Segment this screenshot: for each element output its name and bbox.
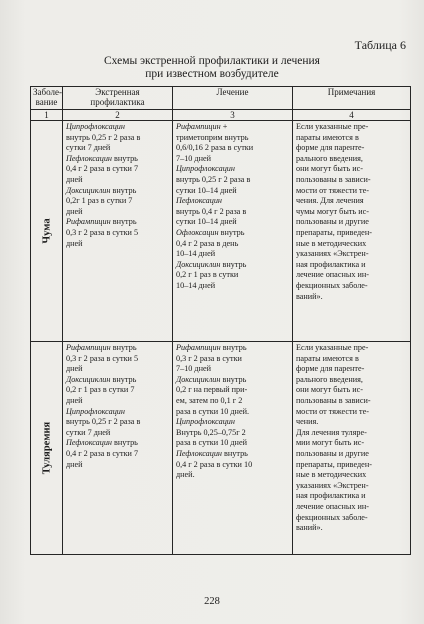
scheme-line: сутки 7 дней: [66, 143, 111, 153]
header-row: [31, 87, 411, 110]
scheme-line: дней: [66, 206, 83, 216]
page-number: 228: [204, 596, 220, 607]
scheme-line: 0,4 г 2 раза в сутки 10: [176, 459, 253, 469]
treatment-table: [30, 86, 411, 555]
note-line: они могут быть ис-: [296, 164, 364, 174]
note-line: чения.: [296, 417, 319, 427]
scheme-line: [176, 164, 289, 175]
disease-name: Туляремия: [41, 421, 52, 475]
notes-cell: [293, 121, 411, 342]
note-line: препараты, приведен-: [296, 459, 372, 469]
treatment-cell: [173, 342, 293, 555]
note-line: фекционных заболе-: [296, 280, 368, 290]
scheme-line: внутрь 0,4 г 2 раза в: [176, 206, 247, 216]
note-line: лечение опасных ин-: [296, 270, 369, 280]
disease-cell: [31, 342, 63, 555]
scheme-line: сутки 7 дней: [66, 427, 111, 437]
drug-name: Ципрофлоксацин: [66, 406, 125, 416]
prophylaxis-cell: [63, 121, 173, 342]
table-row: [31, 121, 411, 342]
header-notes: Примечания: [293, 87, 411, 110]
note-line: пользованы в зависи-: [296, 174, 371, 184]
note-line: параты имеются в: [296, 132, 359, 142]
scheme-line: 10–14 дней: [176, 249, 216, 259]
note-line: они могут быть ис-: [296, 385, 364, 395]
note-line: ные в методических: [296, 470, 367, 480]
scheme-line: внутрь 0,25 г 2 раза в: [176, 174, 251, 184]
note-line: чумы могут быть ис-: [296, 206, 369, 216]
scheme-line: сутки 10–14 дней: [176, 217, 237, 227]
scheme-line: 0,6/0,16 2 раза в сутки: [176, 143, 254, 153]
drug-name: Рифампицин: [66, 343, 111, 352]
drug-name: Ципрофлоксацин: [176, 164, 235, 174]
drug-name: Ципрофлоксацин: [66, 122, 125, 131]
scheme-line: Доксициклин внутрь: [176, 259, 247, 269]
disease-cell: [31, 121, 63, 342]
note-line: лечение опасных ин-: [296, 501, 369, 511]
scheme-line: внутрь 0,25 г 2 раза в: [66, 132, 141, 142]
note-line: форме для паренте-: [296, 364, 365, 374]
note-line: пользованы и другие: [296, 448, 369, 458]
scheme-line: 0,3 г 2 раза в сутки 5: [66, 353, 139, 363]
scheme-line: 0,2г 1 раз в сутки 7: [66, 196, 133, 206]
scheme-line: 7–10 дней: [176, 364, 211, 374]
note-line: ная профилактика и: [296, 491, 366, 501]
column-number: 2: [63, 110, 173, 121]
scheme-line: сутки 10–14 дней: [176, 185, 237, 195]
column-number: 1: [31, 110, 63, 121]
scheme-line: 0,2 г 1 раз в сутки: [176, 270, 239, 280]
scheme-line: 10–14 дней: [176, 280, 216, 290]
note-line: ные в методических: [296, 238, 367, 248]
drug-name: Рифампицин: [176, 122, 221, 131]
drug-name: Рифампицин: [66, 217, 111, 227]
prophylaxis-cell: [63, 342, 173, 555]
scheme-line: Внутрь 0,25–0,75г 2: [176, 427, 246, 437]
scheme-line: Офлоксацин внутрь: [176, 227, 245, 237]
note-line: фекционных заболе-: [296, 512, 368, 522]
drug-name: Пефлоксацин: [66, 153, 112, 163]
scheme-line: дней: [66, 364, 83, 374]
note-line: форме для паренте-: [296, 143, 365, 153]
note-line: ная профилактика и: [296, 259, 366, 269]
scheme-line: Пефлоксацин внутрь: [66, 438, 138, 448]
scheme-line: 7–10 дней: [176, 153, 211, 163]
table-label: Таблица 6: [354, 38, 406, 52]
scheme-line: дней: [66, 395, 83, 405]
scheme-line: Пефлоксацин внутрь: [66, 153, 138, 163]
header-treatment: Лечение: [173, 87, 293, 110]
drug-name: Доксициклин: [66, 185, 111, 195]
scheme-line: триметоприм внутрь: [176, 132, 249, 142]
table-title-line-1: Схемы экстренной профилактики и лечения: [104, 55, 320, 67]
drug-name: Пефлоксацин: [176, 196, 222, 206]
table-title-line-2: при известном возбудителе: [145, 68, 279, 80]
column-number-row: [31, 110, 411, 121]
scheme-line: дней.: [176, 470, 195, 480]
drug-name: Пефлоксацин: [66, 438, 112, 448]
drug-name: Рифампицин: [176, 343, 221, 352]
scheme-line: [176, 417, 289, 428]
scheme-line: Рифампицин внутрь: [66, 217, 137, 227]
scheme-line: дней: [66, 174, 83, 184]
note-line: мости от тяжести те-: [296, 406, 369, 416]
drug-name: Доксициклин: [66, 374, 111, 384]
note-line: мии могут быть ис-: [296, 438, 365, 448]
scheme-line: [176, 196, 289, 207]
header-disease: Заболе- вание: [31, 87, 63, 110]
scheme-line: [66, 407, 169, 418]
note-line: Если указанные пре-: [296, 122, 369, 131]
notes-cell: [293, 342, 411, 555]
note-line: препараты, приведен-: [296, 227, 372, 237]
note-line: пользованы в зависи-: [296, 395, 371, 405]
note-line: указаниях «Экстрен-: [296, 249, 369, 259]
column-number: 3: [173, 110, 293, 121]
scheme-line: 0,4 г 2 раза в день: [176, 238, 239, 248]
scheme-line: 0,4 г 2 раза в сутки 7: [66, 448, 139, 458]
note-line: рального введения,: [296, 153, 363, 163]
scheme-line: Пефлоксацин внутрь: [176, 448, 248, 458]
treatment-cell: [173, 121, 293, 342]
scheme-line: внутрь 0,25 г 2 раза в: [66, 417, 141, 427]
table-row: [31, 342, 411, 555]
scheme-line: 0,2 г 1 раз в сутки 7: [66, 385, 135, 395]
note-line: рального введения,: [296, 374, 363, 384]
scheme-line: раза в сутки 10 дней: [176, 438, 247, 448]
scheme-line: Рифампицин +: [176, 122, 228, 131]
column-number: 4: [293, 110, 411, 121]
drug-name: Доксициклин: [176, 374, 221, 384]
note-line: ваний».: [296, 291, 323, 301]
note-line: параты имеются в: [296, 353, 359, 363]
note-line: Если указанные пре-: [296, 343, 369, 352]
scheme-line: ем, затем по 0,1 г 2: [176, 395, 243, 405]
scheme-line: [66, 122, 169, 133]
scheme-line: 0,4 г 2 раза в сутки 7: [66, 164, 139, 174]
note-line: Для лечения туляре-: [296, 427, 367, 437]
scheme-line: Доксициклин внутрь: [176, 374, 247, 384]
note-line: чения. Для лечения: [296, 196, 364, 206]
scheme-line: Рифампицин внутрь: [66, 343, 137, 352]
note-line: указаниях «Экстрен-: [296, 480, 369, 490]
note-line: ваний».: [296, 523, 323, 533]
scheme-line: Рифампицин внутрь: [176, 343, 247, 352]
scheme-line: раза в сутки 10 дней.: [176, 406, 250, 416]
drug-name: Пефлоксацин: [176, 448, 222, 458]
scheme-line: 0,2 г на первый при-: [176, 385, 248, 395]
note-line: пользованы и другие: [296, 217, 369, 227]
drug-name: Доксициклин: [176, 259, 221, 269]
scheme-line: дней: [66, 238, 83, 248]
scheme-line: 0,3 г 2 раза в сутки 5: [66, 227, 139, 237]
header-prophylaxis: Экстренная профилактика: [63, 87, 173, 110]
drug-name: Офлоксацин: [176, 227, 219, 237]
scheme-line: дней: [66, 459, 83, 469]
scheme-line: Доксициклин внутрь: [66, 185, 137, 195]
note-line: мости от тяжести те-: [296, 185, 369, 195]
disease-name: Чума: [41, 218, 52, 244]
scheme-line: Доксициклин внутрь: [66, 374, 137, 384]
drug-name: Ципрофлоксацин: [176, 417, 235, 427]
scheme-line: 0,3 г 2 раза в сутки: [176, 353, 242, 363]
